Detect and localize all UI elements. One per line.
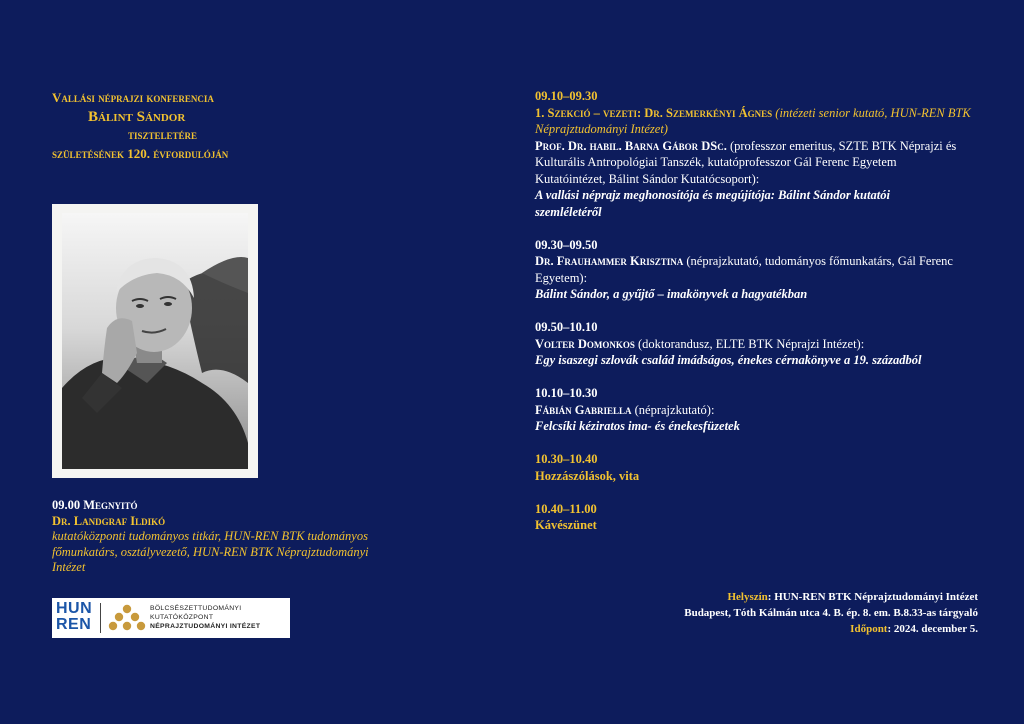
program-item xyxy=(535,88,975,220)
date-label: Időpont xyxy=(850,623,888,635)
program-item xyxy=(535,451,975,484)
title-line-3: tiszteletére xyxy=(128,127,198,142)
talk-title: Bálint Sándor, a gyűjtő – imakönyvek a hagyatékban xyxy=(535,287,808,301)
opening-time: 09.00 Megnyitó xyxy=(52,498,138,512)
opening-block xyxy=(52,498,372,576)
venue-block xyxy=(558,589,978,637)
slot-time: 09.30–09.50 xyxy=(535,237,598,252)
program-schedule xyxy=(535,88,975,550)
slot-time: 09.10–09.30 xyxy=(535,89,598,103)
chair-affiliation: (intézeti senior kutató, HUN-REN BTK Néprajztudományi Intézet) xyxy=(535,105,971,136)
venue-address: Budapest, Tóth Kálmán utca 4. B. ép. 8. em. B.8.33-as tárgyaló xyxy=(684,607,978,619)
program-item xyxy=(535,501,975,534)
program-item xyxy=(535,319,975,369)
speaker-name: Fábián Gabriella xyxy=(535,402,632,417)
institution-logo xyxy=(52,598,290,638)
title-line-1: Vallási néprajzi konferencia xyxy=(52,90,214,105)
speaker-affiliation: (néprajzkutató, tudományos főmunkatárs, Gál Ferenc Egyetem): xyxy=(535,254,953,285)
logo-divider xyxy=(100,603,101,633)
speaker-name: Prof. Dr. habil. Barna Gábor DSc. xyxy=(535,138,727,153)
slot-time: 09.50–10.10 xyxy=(535,320,598,334)
slot-time: 10.10–10.30 xyxy=(535,386,598,400)
speaker-name: Volter Domonkos xyxy=(535,336,635,351)
speaker-affiliation: (doktorandusz, ELTE BTK Néprajzi Intézet): xyxy=(638,336,865,351)
venue-label: Helyszín xyxy=(727,591,768,603)
discussion-label: Hozzászólások, vita xyxy=(535,468,640,483)
talk-title: Egy isaszegi szlovák család imádságos, énekes cérnakönyve a 19. századból xyxy=(535,353,922,367)
speaker-name: Dr. Frauhammer Krisztina xyxy=(535,254,684,268)
program-item xyxy=(535,237,975,303)
event-date: : 2024. december 5. xyxy=(887,623,978,635)
talk-title: A vallási néprajz meghonosítója és megújítója: Bálint Sándor kutatói szemléletéről xyxy=(535,188,890,219)
conference-title xyxy=(52,89,352,163)
title-line-2: Bálint Sándor xyxy=(88,108,186,125)
venue-name: : HUN-REN BTK Néprajztudományi Intézet xyxy=(767,591,978,603)
speaker-affiliation: (néprajzkutató): xyxy=(634,402,715,417)
section-heading: 1. Szekció – vezeti: Dr. Szemerkényi Ágnes xyxy=(535,105,773,120)
coffee-break-label: Kávészünet xyxy=(535,518,597,532)
opening-speaker: Dr. Landgraf Ildikó xyxy=(52,513,166,528)
title-line-4: születésének 120. évfordulóján xyxy=(52,145,229,161)
slot-time: 10.30–10.40 xyxy=(535,452,598,466)
logo-text: BÖLCSÉSZETTUDOMÁNYI KUTATÓKÖZPONT NÉPRAJZTUDOMÁNYI INTÉZET xyxy=(150,605,261,630)
speaker-affiliation: (professzor emeritus, SZTE BTK Néprajzi és Kulturális Antropológiai Tanszék, kutatóprofesszor Gál Ferenc Egyetem Kutatóintézet, Bálint Sándor Kutatócsoport): xyxy=(535,138,957,186)
opening-affiliation: kutatóközponti tudományos titkár, HUN-REN BTK tudományos főmunkatárs, osztályvezető, HUN-REN BTK Néprajztudományi Intézet xyxy=(52,529,369,574)
program-item xyxy=(535,385,975,435)
portrait-photo xyxy=(52,204,258,478)
talk-title: Felcsíki kéziratos ima- és énekesfüzetek xyxy=(535,419,740,433)
honeycomb-icon xyxy=(108,603,146,633)
hun-ren-wordmark: HUN REN xyxy=(56,600,93,633)
slot-time: 10.40–11.00 xyxy=(535,501,597,516)
